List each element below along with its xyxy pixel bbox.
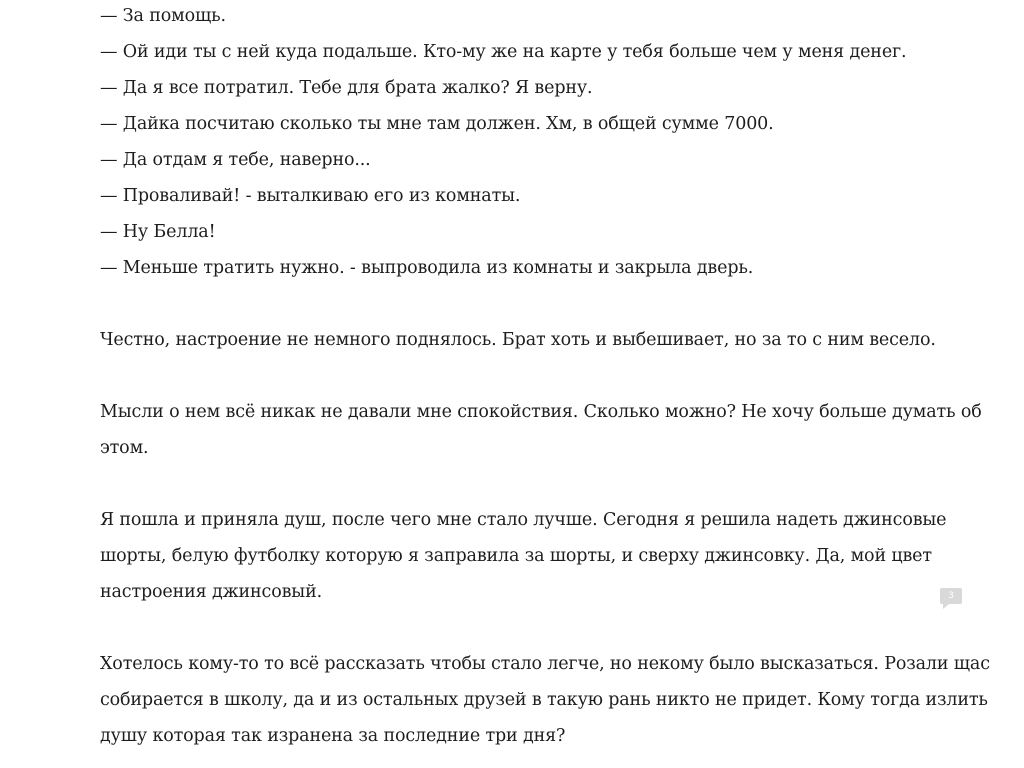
dialogue-line: — Да я все потратил. Тебе для брата жалко? Я верну. bbox=[100, 78, 593, 98]
paragraph-line: настроения джинсовый. bbox=[100, 582, 323, 602]
paragraph-line: шорты, белую футболку которую я заправила за шорты, и сверху джинсовку. Да, мой цвет bbox=[100, 546, 932, 566]
paragraph-line: Честно, настроение не немного поднялось. Брат хоть и выбешивает, но за то с ним весело. bbox=[100, 330, 936, 350]
comment-count: 3 bbox=[948, 590, 954, 601]
paragraph-line: Мысли о нем всё никак не давали мне спокойствия. Сколько можно? Не хочу больше думать об bbox=[100, 402, 982, 422]
dialogue-line: — Ну Белла! bbox=[100, 222, 216, 242]
dialogue-line: — За помощь. bbox=[100, 6, 226, 26]
dialogue-block bbox=[100, 0, 920, 286]
dialogue-line: — Проваливай! - выталкиваю его из комнаты. bbox=[100, 186, 521, 206]
paragraph-line: Хотелось кому-то то всё рассказать чтобы стало легче, но некому было высказаться. Розали щас bbox=[100, 654, 990, 674]
paragraph-line: этом. bbox=[100, 438, 149, 458]
paragraph bbox=[100, 394, 982, 466]
paragraph-line: собирается в школу, да и из остальных друзей в такую рань никто не придет. Кому тогда излить bbox=[100, 690, 988, 710]
dialogue-line: — Меньше тратить нужно. - выпроводила из комнаты и закрыла дверь. bbox=[100, 258, 754, 278]
dialogue-line: — Ой иди ты с ней куда подальше. Кто-му же на карте у тебя больше чем у меня денег. bbox=[100, 42, 907, 62]
dialogue-line: — Да отдам я тебе, наверно... bbox=[100, 150, 371, 170]
story-text bbox=[100, 0, 990, 768]
paragraph-line: Я пошла и приняла душ, после чего мне стало лучше. Сегодня я решила надеть джинсовые bbox=[100, 510, 947, 530]
paragraph-spacer bbox=[100, 286, 920, 322]
dialogue-line: — Дайка посчитаю сколько ты мне там должен. Хм, в общей сумме 7000. bbox=[100, 114, 774, 134]
paragraph bbox=[100, 502, 947, 610]
comment-bubble-icon[interactable] bbox=[940, 588, 962, 604]
paragraph bbox=[100, 322, 936, 358]
paragraph bbox=[100, 646, 990, 754]
paragraph-line: душу которая так изранена за последние три дня? bbox=[100, 726, 566, 746]
